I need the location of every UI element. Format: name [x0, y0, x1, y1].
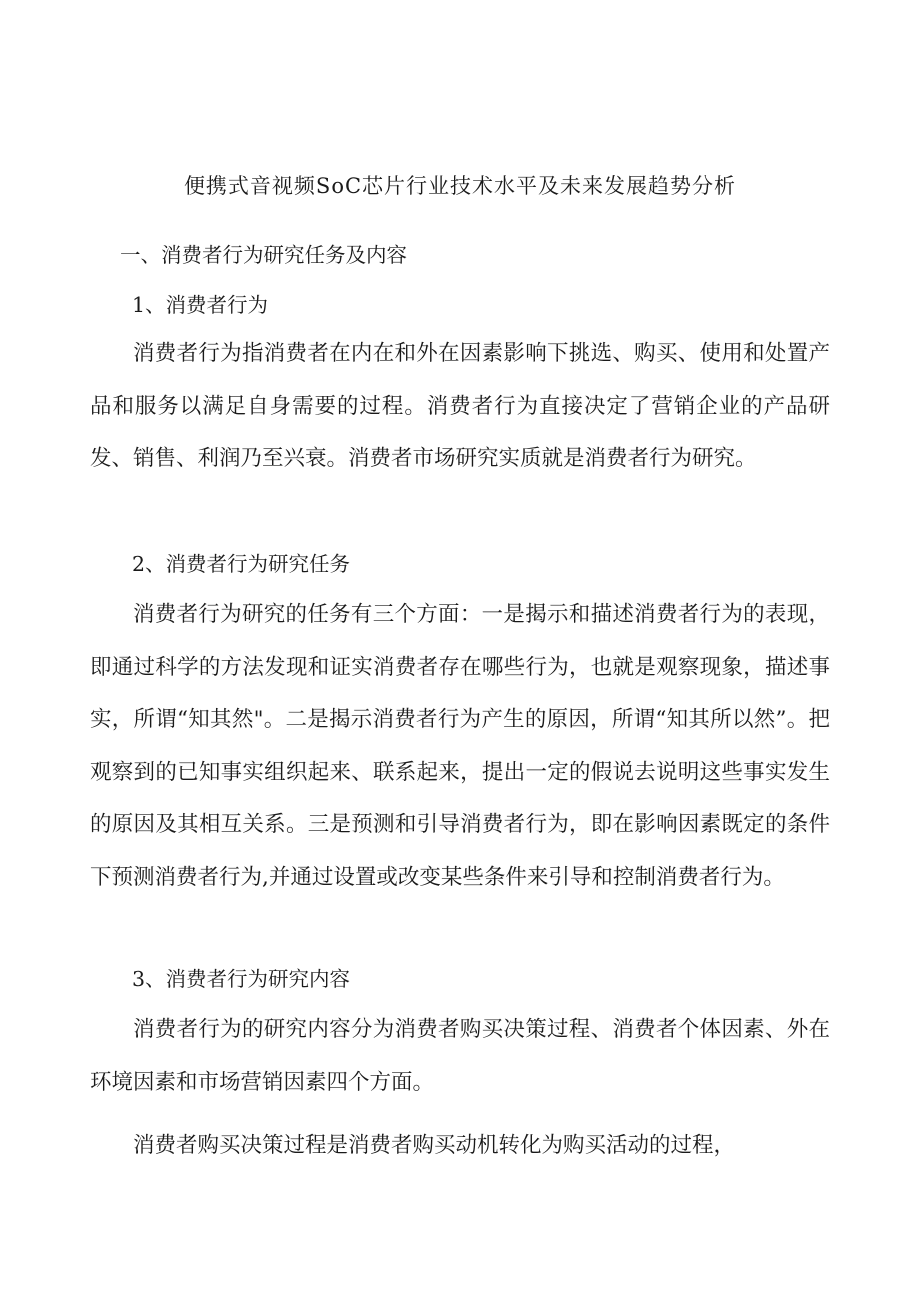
paragraph-research-content: 消费者行为的研究内容分为消费者购买决策过程、消费者个体因素、外在环境因素和市场营销因素四个方面。 — [90, 1017, 830, 1095]
paragraph-purchase-decision: 消费者购买决策过程是消费者购买动机转化为购买活动的过程， — [133, 1133, 736, 1158]
subsection-heading-1: 1、消费者行为 — [132, 293, 269, 317]
section-heading-1: 一、消费者行为研究任务及内容 — [120, 243, 407, 267]
paragraph-consumer-behavior: 消费者行为指消费者在内在和外在因素影响下挑选、购买、使用和处置产品和服务以满足自身需要的过程。消费者行为直接决定了营销企业的产品研发、销售、利润乃至兴衰。消费者市场研究实质就是消费者行为研究。 — [90, 341, 830, 471]
paragraph-research-tasks: 消费者行为研究的任务有三个方面：一是揭示和描述消费者行为的表现，即通过科学的方法发现和证实消费者存在哪些行为，也就是观察现象，描述事实，所谓“知其然"。二是揭示消费者行为产生的原因，所谓“知其所以然”。把观察到的已知事实组织起来、联系起来，提出一定的假说去说明这些事实发生的原因及其相互关系。三是预测和引导消费者行为，即在影响因素既定的条件下预测消费者行为,并通过设置或改变某些条件来引导和控制消费者行为。 — [90, 602, 830, 890]
subsection-heading-2: 2、消费者行为研究任务 — [132, 552, 351, 576]
subsection-heading-3: 3、消费者行为研究内容 — [132, 967, 351, 991]
document-title: 便携式音视频SoC芯片行业技术水平及未来发展趋势分析 — [183, 174, 737, 198]
